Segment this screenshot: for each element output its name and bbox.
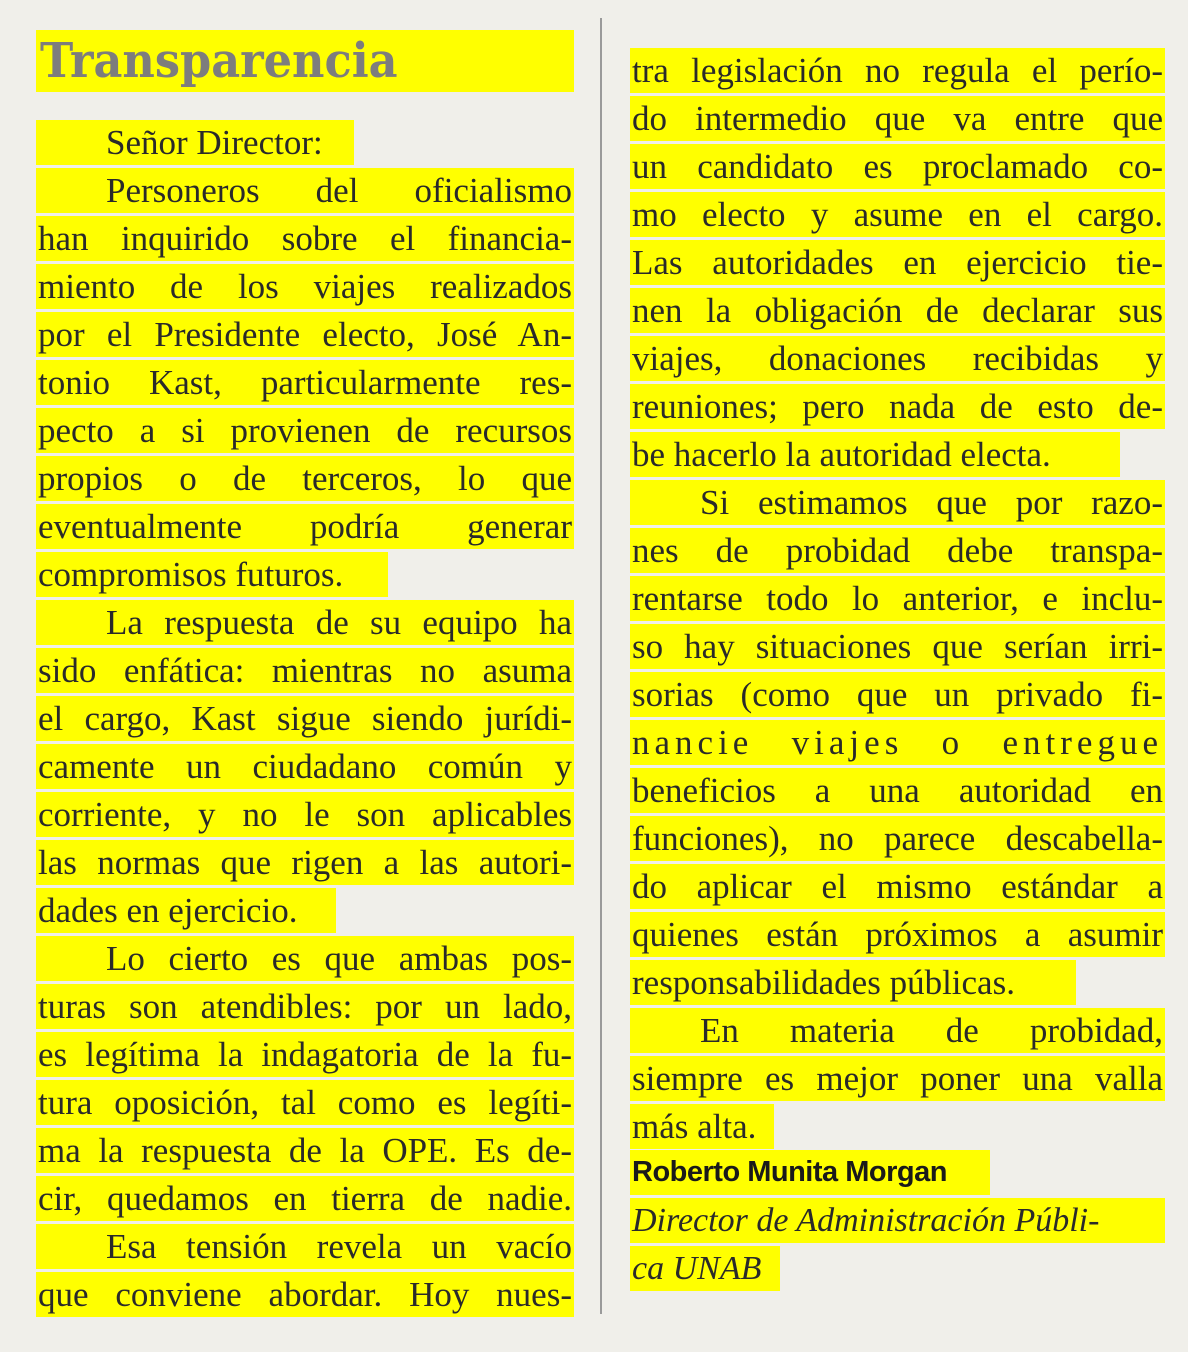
text-line: mo electo y asume en el cargo. <box>630 192 1165 237</box>
salutation-line: Señor Director: <box>36 120 354 165</box>
text-line: Si estimamos que por razo- <box>630 480 1165 525</box>
text-line: el cargo, Kast sigue siendo jurídi- <box>36 696 574 741</box>
text-line: eventualmente podría generar <box>36 504 574 549</box>
text-line: las normas que rigen a las autori- <box>36 840 574 885</box>
text-line: funciones), no parece descabella- <box>630 816 1165 861</box>
text-line: miento de los viajes realizados <box>36 264 574 309</box>
text-line: beneficios a una autoridad en <box>630 768 1165 813</box>
text-line: que conviene abordar. Hoy nues- <box>36 1272 574 1317</box>
author-name: Roberto Munita Morgan <box>630 1150 990 1195</box>
text-line: En materia de probidad, <box>630 1008 1165 1053</box>
text-line: sido enfática: mientras no asuma <box>36 648 574 693</box>
text-line: quienes están próximos a asumir <box>630 912 1165 957</box>
text-line: viajes, donaciones recibidas y <box>630 336 1165 381</box>
text-line: dades en ejercicio. <box>36 888 336 933</box>
text-line: do intermedio que va entre que <box>630 96 1165 141</box>
author-role-line: ca UNAB <box>630 1246 780 1291</box>
text-line: pecto a si provienen de recursos <box>36 408 574 453</box>
text-line: Lo cierto es que ambas pos- <box>36 936 574 981</box>
text-line: Las autoridades en ejercicio tie- <box>630 240 1165 285</box>
text-line: compromisos futuros. <box>36 552 388 597</box>
text-line: Personeros del oficialismo <box>36 168 574 213</box>
text-line: Esa tensión revela un vacío <box>36 1224 574 1269</box>
text-line: turas son atendibles: por un lado, <box>36 984 574 1029</box>
text-line: La respuesta de su equipo ha <box>36 600 574 645</box>
text-line: un candidato es proclamado co- <box>630 144 1165 189</box>
article-title: Transparencia <box>36 30 574 92</box>
text-line: responsabilidades públicas. <box>630 960 1076 1005</box>
text-line: nes de probidad debe transpa- <box>630 528 1165 573</box>
text-line: nen la obligación de declarar sus <box>630 288 1165 333</box>
text-line: más alta. <box>630 1104 774 1149</box>
text-line: cir, quedamos en tierra de nadie. <box>36 1176 574 1221</box>
text-line: nancie viajes o entregue <box>630 720 1165 765</box>
text-line: sorias (como que un privado fi- <box>630 672 1165 717</box>
text-line: es legítima la indagatoria de la fu- <box>36 1032 574 1077</box>
author-role-line: Director de Administración Públi- <box>630 1198 1165 1243</box>
column-divider <box>600 18 602 1314</box>
text-line: siempre es mejor poner una valla <box>630 1056 1165 1101</box>
text-line: so hay situaciones que serían irri- <box>630 624 1165 669</box>
text-line: tra legislación no regula el perío- <box>630 48 1165 93</box>
text-line: tonio Kast, particularmente res- <box>36 360 574 405</box>
text-line: tura oposición, tal como es legíti- <box>36 1080 574 1125</box>
text-line: reuniones; pero nada de esto de- <box>630 384 1165 429</box>
text-line: do aplicar el mismo estándar a <box>630 864 1165 909</box>
text-line: be hacerlo la autoridad electa. <box>630 432 1120 477</box>
text-line: corriente, y no le son aplicables <box>36 792 574 837</box>
text-line: ma la respuesta de la OPE. Es de- <box>36 1128 574 1173</box>
text-line: rentarse todo lo anterior, e inclu- <box>630 576 1165 621</box>
text-line: han inquirido sobre el financia- <box>36 216 574 261</box>
text-line: propios o de terceros, lo que <box>36 456 574 501</box>
text-line: por el Presidente electo, José An- <box>36 312 574 357</box>
text-line: camente un ciudadano común y <box>36 744 574 789</box>
